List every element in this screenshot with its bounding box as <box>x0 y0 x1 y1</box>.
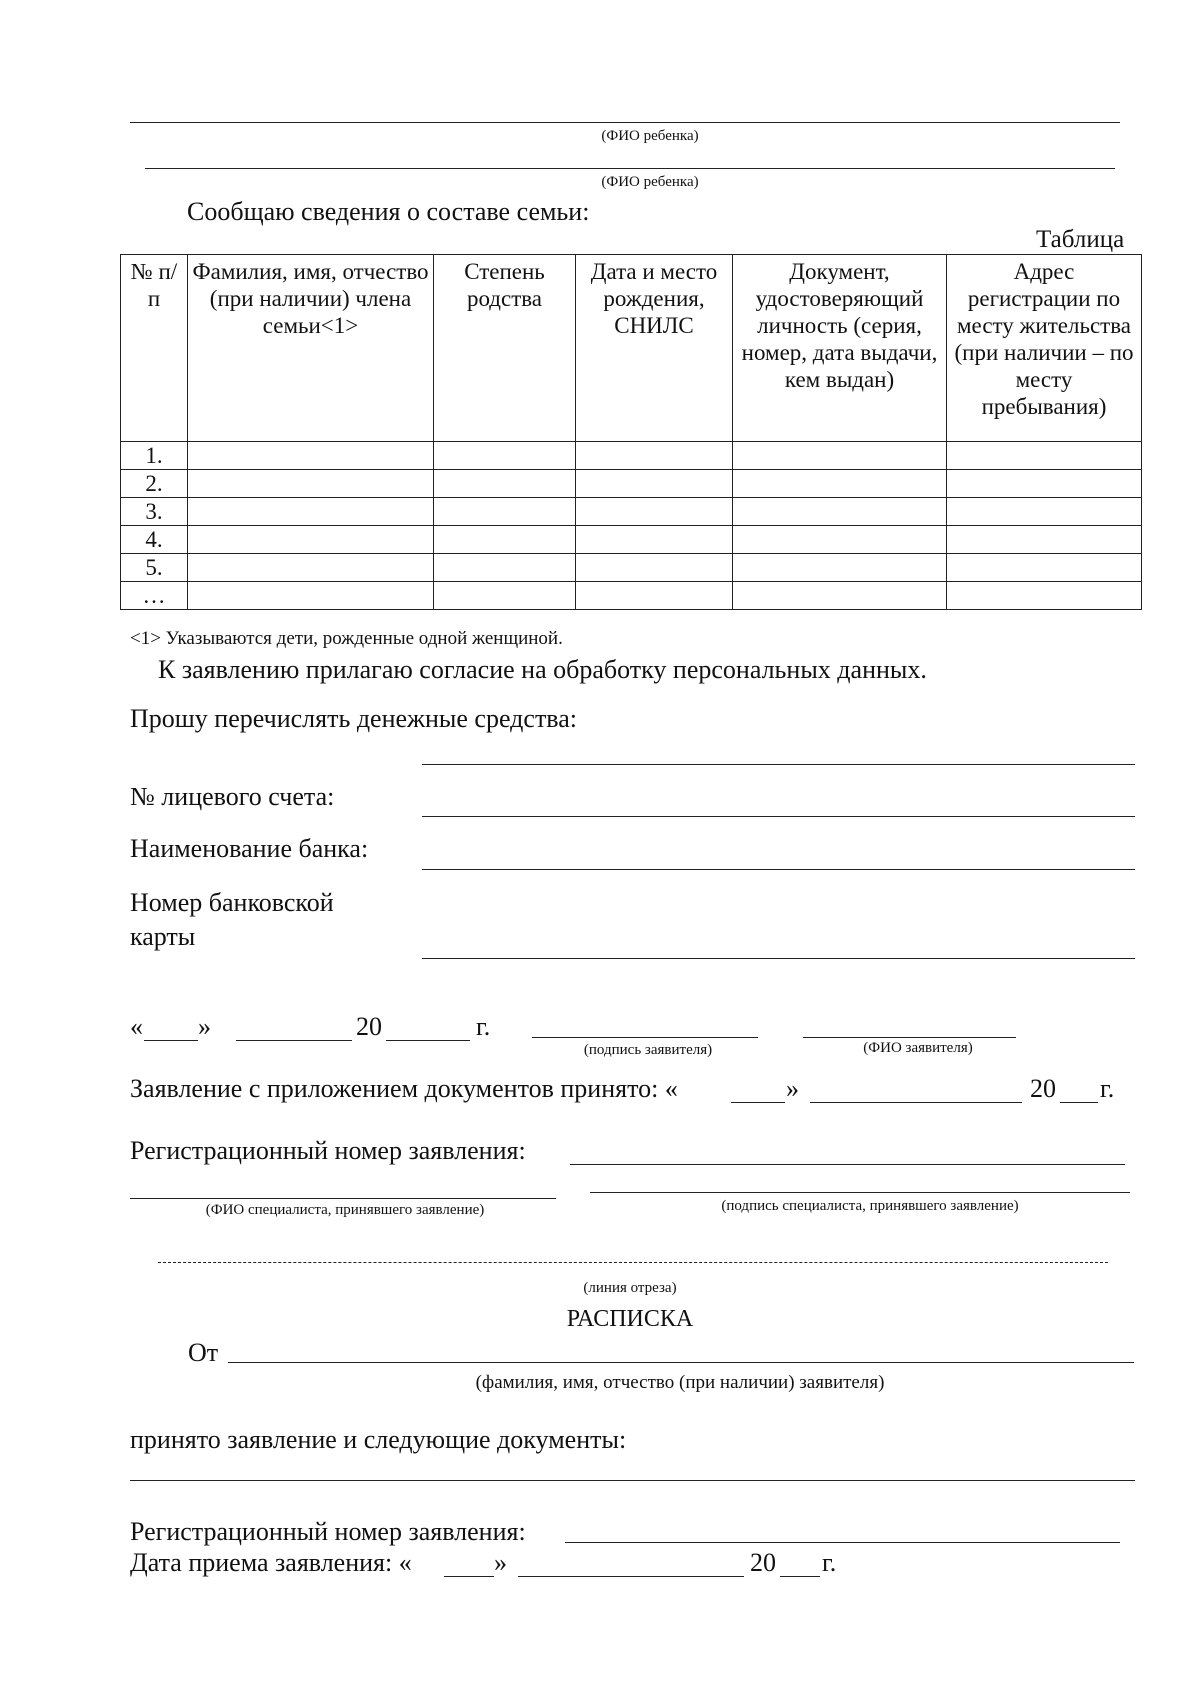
table-cell[interactable] <box>947 554 1142 582</box>
table-cell[interactable] <box>434 582 576 610</box>
col-document: Документ, удостоверяющий личность (серия, номер, дата выдачи, кем выдан) <box>733 255 947 442</box>
receipt-year-suffix: г. <box>822 1548 837 1577</box>
receipt-title: РАСПИСКА <box>566 1306 694 1332</box>
cut-line <box>158 1262 1108 1263</box>
table-label: Таблица <box>1036 226 1125 253</box>
receipt-reg-number-label: Регистрационный номер заявления: <box>130 1517 526 1546</box>
accepted-close-quote: » <box>786 1074 799 1103</box>
receipt-accepted-docs: принято заявление и следующие документы: <box>130 1425 627 1454</box>
card-label-line-2: карты <box>130 922 196 951</box>
col-full-name: Фамилия, имя, отчество (при наличии) члена семьи<1> <box>188 255 434 442</box>
table-row <box>121 498 1142 526</box>
table-cell[interactable] <box>188 526 434 554</box>
accepted-year-field[interactable] <box>1060 1102 1098 1103</box>
family-table <box>120 254 1142 610</box>
year-prefix: 20 <box>356 1012 382 1041</box>
receipt-year-field[interactable] <box>780 1576 820 1577</box>
col-number: № п/п <box>121 255 188 442</box>
table-cell[interactable] <box>576 526 733 554</box>
payment-recipient-field[interactable] <box>422 764 1135 765</box>
date-open-quote: « <box>130 1012 143 1041</box>
table-row <box>121 442 1142 470</box>
table-cell[interactable] <box>733 526 947 554</box>
date-month-field[interactable] <box>236 1040 352 1041</box>
specialist-signature-caption: (подпись специалиста, принявшего заявление) <box>721 1198 1019 1214</box>
table-cell[interactable] <box>188 442 434 470</box>
family-intro: Сообщаю сведения о составе семьи: <box>187 197 590 226</box>
account-number-field[interactable] <box>422 816 1135 817</box>
table-cell[interactable] <box>733 498 947 526</box>
child-name-caption-1: (ФИО ребенка) <box>601 128 699 144</box>
receipt-year-prefix: 20 <box>750 1548 776 1577</box>
bank-label: Наименование банка: <box>130 834 369 863</box>
receipt-from-field[interactable] <box>228 1362 1134 1363</box>
accepted-year-prefix: 20 <box>1030 1074 1056 1103</box>
row-number: … <box>121 582 188 610</box>
card-label-line-1: Номер банковской <box>130 888 334 917</box>
payment-title: Прошу перечислять денежные средства: <box>130 704 578 733</box>
table-cell[interactable] <box>434 526 576 554</box>
table-cell[interactable] <box>434 498 576 526</box>
table-row <box>121 470 1142 498</box>
consent-text: К заявлению прилагаю согласие на обработку персональных данных. <box>158 655 927 684</box>
table-cell[interactable] <box>576 442 733 470</box>
reg-number-field[interactable] <box>570 1164 1125 1165</box>
specialist-name-caption: (ФИО специалиста, принявшего заявление) <box>205 1202 485 1218</box>
receipt-date-close-quote: » <box>494 1548 507 1577</box>
applicant-name-field[interactable] <box>803 1037 1016 1038</box>
receipt-docs-field[interactable] <box>130 1480 1135 1481</box>
table-cell[interactable] <box>434 442 576 470</box>
table-cell[interactable] <box>188 470 434 498</box>
table-cell[interactable] <box>434 470 576 498</box>
applicant-name-caption: (ФИО заявителя) <box>863 1040 973 1056</box>
table-cell[interactable] <box>947 498 1142 526</box>
cut-line-caption: (линия отреза) <box>583 1280 677 1296</box>
date-close-quote: » <box>198 1012 211 1041</box>
year-suffix: г. <box>476 1012 491 1041</box>
date-year-field[interactable] <box>386 1040 470 1041</box>
accepted-year-suffix: г. <box>1100 1074 1115 1103</box>
table-cell[interactable] <box>576 554 733 582</box>
table-cell[interactable] <box>733 442 947 470</box>
child-name-line-1 <box>130 122 1120 123</box>
table-footnote: <1> Указываются дети, рожденные одной женщиной. <box>130 628 563 649</box>
specialist-signature-field[interactable] <box>590 1192 1130 1193</box>
table-cell[interactable] <box>733 582 947 610</box>
col-relation: Степень родства <box>434 255 576 442</box>
table-cell[interactable] <box>947 582 1142 610</box>
table-cell[interactable] <box>434 554 576 582</box>
table-cell[interactable] <box>947 442 1142 470</box>
receipt-date-label: Дата приема заявления: « <box>130 1548 412 1577</box>
table-cell[interactable] <box>947 470 1142 498</box>
applicant-signature-field[interactable] <box>532 1037 758 1038</box>
table-cell[interactable] <box>733 470 947 498</box>
accepted-month-field[interactable] <box>810 1102 1022 1103</box>
accepted-text: Заявление с приложением документов принято: « <box>130 1074 678 1103</box>
table-cell[interactable] <box>576 470 733 498</box>
specialist-name-field[interactable] <box>130 1198 556 1199</box>
col-birth: Дата и место рождения, СНИЛС <box>576 255 733 442</box>
account-label: № лицевого счета: <box>130 782 335 811</box>
table-row <box>121 582 1142 610</box>
receipt-reg-number-field[interactable] <box>565 1542 1120 1543</box>
table-cell[interactable] <box>947 526 1142 554</box>
bank-name-field[interactable] <box>422 869 1135 870</box>
row-number: 2. <box>121 470 188 498</box>
applicant-signature-caption: (подпись заявителя) <box>583 1042 713 1058</box>
date-day-field[interactable] <box>144 1040 198 1041</box>
table-cell[interactable] <box>576 498 733 526</box>
row-number: 4. <box>121 526 188 554</box>
row-number: 1. <box>121 442 188 470</box>
table-cell[interactable] <box>576 582 733 610</box>
reg-number-label: Регистрационный номер заявления: <box>130 1136 526 1165</box>
row-number: 5. <box>121 554 188 582</box>
accepted-day-field[interactable] <box>731 1102 785 1103</box>
receipt-from-label: От <box>188 1338 219 1367</box>
table-cell[interactable] <box>733 554 947 582</box>
receipt-from-caption: (фамилия, имя, отчество (при наличии) заявителя) <box>475 1372 885 1393</box>
table-row <box>121 526 1142 554</box>
card-number-field[interactable] <box>422 958 1135 959</box>
receipt-date-month-field[interactable] <box>518 1576 744 1577</box>
table-cell[interactable] <box>188 498 434 526</box>
child-name-caption-2: (ФИО ребенка) <box>601 174 699 190</box>
table-row <box>121 554 1142 582</box>
receipt-date-day-field[interactable] <box>444 1576 494 1577</box>
child-name-line-2 <box>145 168 1115 169</box>
row-number: 3. <box>121 498 188 526</box>
table-cell[interactable] <box>188 582 434 610</box>
col-address: Адрес регистрации по месту жительства (при наличии – по месту пребывания) <box>947 255 1142 442</box>
table-cell[interactable] <box>188 554 434 582</box>
